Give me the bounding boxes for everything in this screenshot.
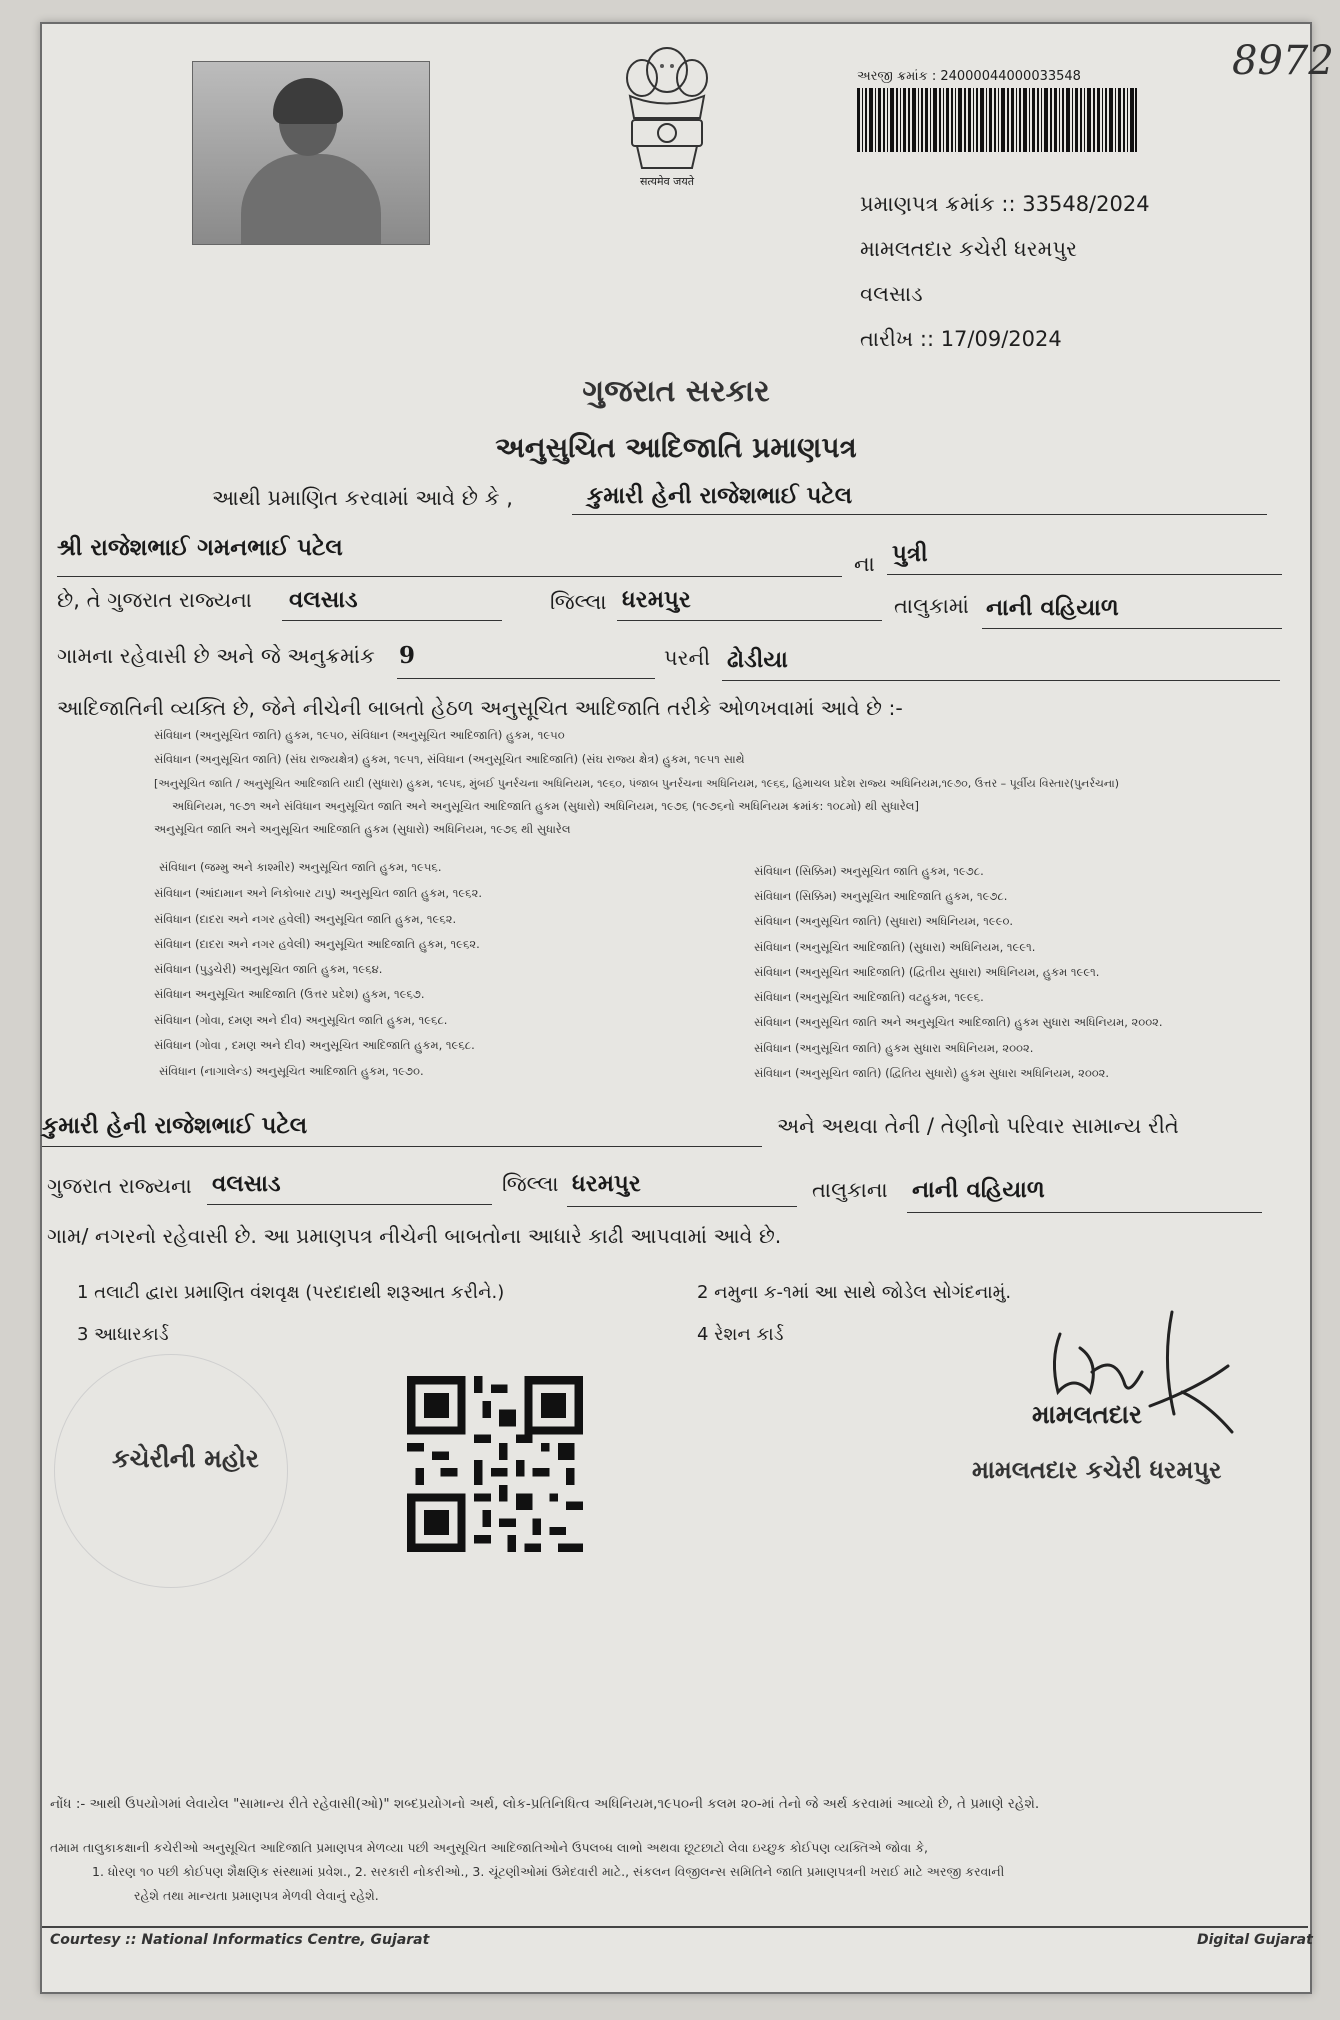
order-full-3: [અનુસૂચિત જાતિ / અનુસૂચિત આદિજાતિ યાદી (સુધારા) હુકમ, ૧૯૫૬, મુંબઈ પુનર્રચના અધિનિયમ, ૧૯૬૦, પંજાબ પુનર્રચના અધિનિયમ, ૧૯૬૬, હિમાચલ પ્રદેશ રાજ્ય અધિનિયમ,૧૯૭૦, ઉત્તર – પૂર્વીય વિસ્તાર(પુનર્રચના) [154,777,1120,790]
certificate-title: અનુસુચિત આદિજાતિ પ્રમાણપત્ર [495,431,857,464]
order-right-5: સંવિધાન (અનુસૂચિત આદિજાતિ) (દ્વિતીય સુધારા) અધિનિયમ, હુકમ ૧૯૯૧. [754,965,1100,979]
application-number: અરજી ક્રમાંક : 24000044000033548 [857,69,1081,84]
order-full-5: અનુસૂચિત જાતિ અને અનુસૂચિત આદિજાતિ હુકમ (સુધારો) અધિનિયમ, ૧૯૭૬ થી સુધારેલ [154,822,571,836]
state-prefix-2: ગુજરાત રાજ્યના [47,1174,192,1198]
government-title: ગુજરાત સરકાર [582,374,770,409]
order-right-1: સંવિધાન (સિક્કિમ) અનુસૂચિત જાતિ હુકમ, ૧૯૭૮. [754,864,984,878]
order-right-3: સંવિધાન (અનુસૂચિત જાતિ) (સુધારા) અધિનિયમ, ૧૯૯૦. [754,914,1014,928]
order-left-1: સંવિધાન (જમ્મુ અને કાશ્મીર) અનુસૂચિત જાતિ હુકમ, ૧૯૫૬. [159,860,442,874]
village-value: નાની વહિયાળ [986,594,1119,621]
order-full-2: સંવિધાન (અનુસૂચિત જાતિ) (સંઘ રાજ્યક્ષેત્ર) હુકમ, ૧૯૫૧, સંવિધાન (અનુસૂચિત આદિજાતિ) (સંઘ રાજ્ય ક્ષેત્ર) હુકમ, ૧૯૫૧ સાથે [154,752,745,766]
applicant-name-2: કુમારી હેની રાજેશભાઈ પટેલ [42,1112,308,1139]
on-label: પરની [664,646,711,670]
order-left-5: સંવિધાન (પુડુચેરી) અનુસૂચિત જાતિ હુકમ, ૧૯૬૪. [154,962,383,976]
qr-code [407,1376,583,1552]
district-label: જિલ્લા [550,590,607,614]
taluka-label-2: તાલુકાના [812,1178,888,1202]
document-item-4: 4 રેશન કાર્ડ [697,1324,784,1345]
document-item-1: 1 તલાટી દ્વારા પ્રમાણિત વંશવૃક્ષ (પરદાદાથી શરૂઆત કરીને.) [77,1282,505,1303]
note-2: તમામ તાલુકાકક્ષાની કચેરીઓ અનુસૂચિત આદિજાતિ પ્રમાણપત્ર મેળવ્યા પછી અનુસૂચિત આદિજાતિઓને ઉપલબ્ધ લાભો અથવા છૂટછાટો લેવા ઇચ્છુક કોઈપણ વ્યક્તિએ જોવા કે, [50,1840,928,1855]
taluka-value: ધરમપુર [622,586,691,613]
office-seal: કચેરીની મહોર [112,1444,259,1473]
footer-courtesy: Courtesy :: National Informatics Centre, Gujarat [50,1932,430,1948]
intro-text: આથી પ્રમાણિત કરવામાં આવે છે કે , [212,486,513,510]
taluka-value-2: ધરમપુર [572,1170,641,1197]
taluka-label: તાલુકામાં [894,594,969,618]
of-label: ના [854,552,875,576]
issue-date: તારીખ :: 17/09/2024 [860,327,1062,351]
order-left-9: સંવિધાન (નાગાલેન્ડ) અનુસૂચિત આદિજાતિ હુકમ, ૧૯૭૦. [159,1064,424,1078]
applicant-name: કુમારી હેની રાજેશભાઈ પટેલ [587,482,853,509]
document-item-2: 2 નમુના ક-૧માં આ સાથે જોડેલ સોગંદનામું. [697,1282,1012,1303]
applicant-photo [192,61,430,245]
footer-brand: Digital Gujarat [1197,1932,1313,1948]
handwritten-serial: 8972 [1232,38,1334,84]
certificate-page [40,22,1334,1994]
basis-sentence: ગામ/ નગરનો રહેવાસી છે. આ પ્રમાણપત્ર નીચેની બાબતોના આધારે કાઢી આપવામાં આવે છે. [47,1224,782,1248]
document-item-3: 3 આધારકાર્ડ [77,1324,169,1345]
issuing-district: વલસાડ [860,282,923,306]
order-right-6: સંવિધાન (અનુસૂચિત આદિજાતિ) વટહુકમ, ૧૯૯૬. [754,990,984,1004]
order-right-8: સંવિધાન (અનુસૂચિત જાતિ) હુકમ સુધારા અધિનિયમ, ૨૦૦૨. [754,1041,1034,1055]
order-right-7: સંવિધાન (અનુસૂચિત જાતિ અને અનુસૂચિત આદિજાતિ) હુકમ સુધારા અધિનિયમ, ૨૦૦૨. [754,1015,1163,1029]
order-right-9: સંવિધાન (અનુસૂચિત જાતિ) (દ્વિતિય સુધારો) હુકમ સુધારા અધિનિયમ, ૨૦૦૨. [754,1066,1110,1080]
note-3: 1. ધોરણ ૧૦ પછી કોઈપણ શૈક્ષણિક સંસ્થામાં પ્રવેશ., 2. સરકારી નોકરીઓ., 3. ચૂંટણીઓમાં ઉમેદવારી માટે., સંકલન વિજીલન્સ સમિતિને જાતિ પ્રમાણપત્રની ખરાઈ માટે અરજી કરવાની [92,1864,1005,1879]
resident-label: ગામના રહેવાસી છે અને જે અનુક્રમાંક [57,644,375,668]
district-value: વલસાડ [289,586,358,613]
serial-value: 9 [399,642,416,669]
issuing-office: મામલતદાર કચેરી ધરમપુર [860,237,1077,261]
relation: પુત્રી [892,540,928,567]
certificate-number: પ્રમાણપત્ર ક્રમાંક :: 33548/2024 [860,192,1150,216]
order-right-2: સંવિધાન (સિક્કિમ) અનુસૂચિત આદિજાતિ હુકમ, ૧૯૭૮. [754,889,1008,903]
district-label-2: જિલ્લા [502,1172,559,1196]
order-left-8: સંવિધાન (ગોવા , દમણ અને દીવ) અનુસૂચિત આદિજાતિ હુકમ, ૧૯૬૮. [154,1038,475,1052]
note-4: રહેશે તથા માન્યતા પ્રમાણપત્ર મેળવી લેવાનું રહેશે. [134,1888,379,1903]
barcode [857,88,1137,152]
emblem-motto: सत्यमेव जयते [639,175,694,188]
family-text: અને અથવા તેની / તેણીનો પરિવાર સામાન્ય રીતે [777,1114,1179,1138]
village-value-2: નાની વહિયાળ [912,1176,1045,1203]
tribe-sentence: આદિજાતિની વ્યક્તિ છે, જેને નીચેની બાબતો હેઠળ અનુસૂચિત આદિજાતિ તરીકે ઓળખવામાં આવે છે :- [57,696,903,720]
order-left-7: સંવિધાન (ગોવા, દમણ અને દીવ) અનુસૂચિત જાતિ હુકમ, ૧૯૬૮. [154,1013,448,1027]
tribe-value: ઢોડીયા [727,646,788,673]
order-full-1: સંવિધાન (અનુસૂચિત જાતિ) હુકમ, ૧૯૫૦, સંવિધાન (અનુસૂચિત આદિજાતિ) હુકમ, ૧૯૫૦ [154,728,565,742]
officer-title: મામલતદાર [1032,1400,1142,1429]
order-right-4: સંવિધાન (અનુસૂચિત આદિજાતિ) (સુધારા) અધિનિયમ, ૧૯૯૧. [754,940,1036,954]
note-1: નોંધ :- આથી ઉપયોગમાં લેવાયેલ "સામાન્ય રીતે રહેવાસી(ઓ)" શબ્દપ્રયોગનો અર્થ, લોક-પ્રતિનિધિત્વ અધિનિયમ,૧૯૫૦ની કલમ ૨૦-માં તેનો જે અર્થ કરવામાં આવ્યો છે, તે પ્રમાણે રહેશે. [50,1796,1040,1812]
national-emblem-icon [612,36,722,186]
order-left-2: સંવિધાન (આંદામાન અને નિકોબાર ટાપુ) અનુસૂચિત જાતિ હુકમ, ૧૯૬૨. [154,886,483,900]
order-left-3: સંવિધાન (દાદરા અને નગર હવેલી) અનુસૂચિત જાતિ હુકમ, ૧૯૬૨. [154,912,457,926]
parent-name: શ્રી રાજેશભાઈ ગમનભાઈ પટેલ [57,534,343,561]
state-prefix: છે, તે ગુજરાત રાજ્યના [57,588,252,612]
order-left-4: સંવિધાન (દાદરા અને નગર હવેલી) અનુસૂચિત આદિજાતિ હુકમ, ૧૯૬૨. [154,937,480,951]
order-full-4: અધિનિયમ, ૧૯૭૧ અને સંવિધાન અનુસૂચિત જાતિ અને અનુસૂચિત આદિજાતિ હુકમ (સુધારો) અધિનિયમ, ૧૯૭૬ (૧૯૭૬નો અધિનિયમ ક્રમાંક: ૧૦૮મો) થી સુધારેલ] [172,799,919,813]
officer-office: મામલતદાર કચેરી ધરમપુર [972,1456,1222,1484]
order-left-6: સંવિધાન અનુસૂચિત આદિજાતિ (ઉત્તર પ્રદેશ) હુકમ, ૧૯૬૭. [154,987,425,1001]
district-value-2: વલસાડ [212,1170,281,1197]
